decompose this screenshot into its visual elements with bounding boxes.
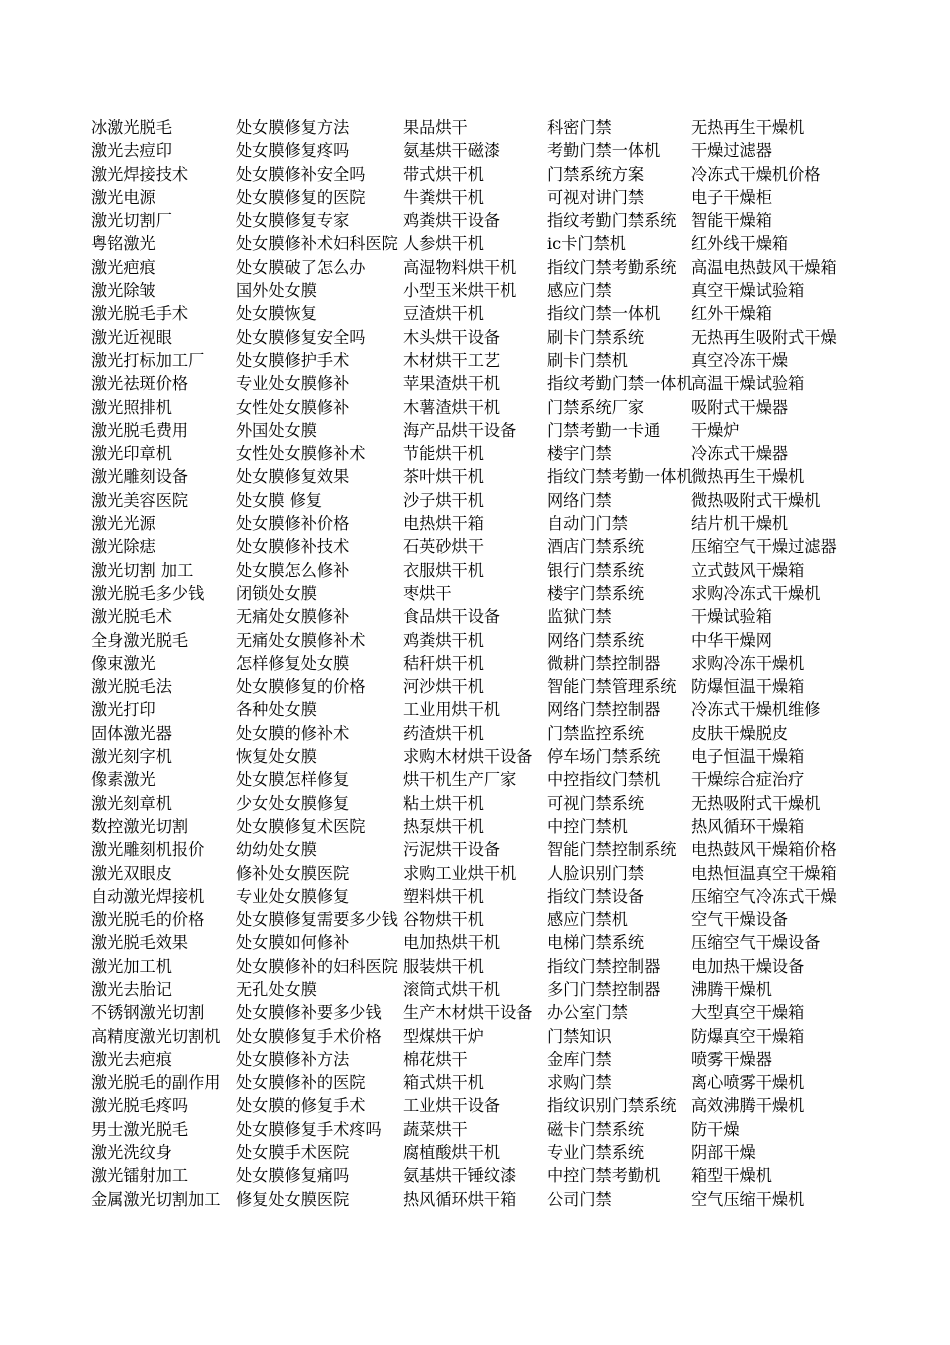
table-cell: 求购木材烘干设备 [403, 747, 533, 767]
table-cell: 激光雕刻设备 [91, 467, 189, 487]
table-cell: 电子干燥柜 [691, 187, 772, 207]
table-cell: 中控门禁考勤机 [547, 1166, 661, 1186]
table-cell: 红外干燥箱 [691, 304, 772, 324]
table-row [91, 163, 881, 186]
table-cell: 像束激光 [91, 653, 156, 673]
table-row [91, 792, 881, 815]
table-cell: 阴部干燥 [691, 1143, 756, 1163]
table-cell: 防爆恒温干燥箱 [691, 677, 805, 697]
table-cell: 处女膜修补技术 [236, 537, 350, 557]
table-cell: 立式鼓风干燥箱 [691, 560, 805, 580]
table-cell: 处女膜手术医院 [236, 1143, 350, 1163]
table-row [91, 955, 881, 978]
table-row [91, 862, 881, 885]
table-cell: 金属激光切割加工 [91, 1189, 221, 1209]
table-cell: 专业处女膜修补 [236, 374, 350, 394]
table-cell: 空气干燥设备 [691, 910, 789, 930]
table-cell: 少女处女膜修复 [236, 793, 350, 813]
table-cell: 烘干机生产厂家 [403, 770, 517, 790]
table-cell: 牛粪烘干机 [403, 187, 484, 207]
table-cell: 苹果渣烘干机 [403, 374, 501, 394]
table-cell: 指纹识别门禁系统 [547, 1096, 677, 1116]
table-cell: 冷冻式干燥机维修 [691, 700, 821, 720]
table-cell: 电热鼓风干燥箱价格 [691, 840, 837, 860]
table-cell: 办公室门禁 [547, 1003, 628, 1023]
table-cell: 处女膜修复效果 [236, 467, 350, 487]
table-cell: 酒店门禁系统 [547, 537, 645, 557]
table-cell: 豆渣烘干机 [403, 304, 484, 324]
table-cell: 像素激光 [91, 770, 156, 790]
table-cell: 工业用烘干机 [403, 700, 501, 720]
table-row [91, 139, 881, 162]
table-cell: 处女膜修复术医院 [236, 816, 366, 836]
table-row [91, 1071, 881, 1094]
table-cell: 激光切割 加工 [91, 560, 194, 580]
table-cell: 处女膜怎样修复 [236, 770, 350, 790]
table-cell: 处女膜修复手术价格 [236, 1026, 382, 1046]
table-row [91, 722, 881, 745]
table-cell: 冰激光脱毛 [91, 118, 172, 137]
table-cell: 男士激光脱毛 [91, 1119, 189, 1139]
table-cell: 闭锁处女膜 [236, 583, 317, 603]
table-cell: 干燥过滤器 [691, 141, 772, 161]
table-cell: 指纹门禁考勤一体机 [547, 467, 693, 487]
table-cell: 激光脱毛手术 [91, 304, 189, 324]
table-row [91, 745, 881, 768]
table-cell: 果品烘干 [403, 118, 468, 137]
table-row [91, 396, 881, 419]
table-cell: 激光打标加工厂 [91, 350, 205, 370]
table-cell: 激光双眼皮 [91, 863, 172, 883]
table-cell: 处女膜如何修补 [236, 933, 350, 953]
table-cell: 门禁系统厂家 [547, 397, 645, 417]
table-cell: 激光切割厂 [91, 211, 172, 231]
table-row [91, 302, 881, 325]
table-cell: 冷冻式干燥机价格 [691, 164, 821, 184]
table-cell: 激光照排机 [91, 397, 172, 417]
table-cell: 氨基烘干磁漆 [403, 141, 501, 161]
table-row [91, 652, 881, 675]
table-cell: 干燥炉 [691, 420, 740, 440]
table-cell: 激光脱毛术 [91, 607, 172, 627]
table-cell: 电子恒温干燥箱 [691, 747, 805, 767]
table-cell: 型煤烘干炉 [403, 1026, 484, 1046]
table-cell: 高精度激光切割机 [91, 1026, 221, 1046]
table-cell: 无热再生吸附式干燥 [691, 327, 837, 347]
table-cell: 真空干燥试验箱 [691, 281, 805, 301]
table-cell: 专业处女膜修复 [236, 886, 350, 906]
table-cell: 无热再生干燥机 [691, 118, 805, 137]
table-cell: 修补处女膜医院 [236, 863, 350, 883]
table-cell: 微热再生干燥机 [691, 467, 805, 487]
table-cell: 激光脱毛的价格 [91, 910, 205, 930]
table-cell: 衣服烘干机 [403, 560, 484, 580]
table-cell: 激光美容医院 [91, 490, 189, 510]
table-cell: 门禁知识 [547, 1026, 612, 1046]
table-cell: 沙子烘干机 [403, 490, 484, 510]
table-cell: 磁卡门禁系统 [547, 1119, 645, 1139]
table-cell: 处女膜修复专家 [236, 211, 350, 231]
table-cell: 激光近视眼 [91, 327, 172, 347]
table-cell: 楼宇门禁系统 [547, 583, 645, 603]
table-row [91, 885, 881, 908]
table-cell: 高温电热鼓风干燥箱 [691, 257, 837, 277]
table-cell: 修复处女膜医院 [236, 1189, 350, 1209]
table-cell: 激光脱毛疼吗 [91, 1096, 189, 1116]
table-row [91, 349, 881, 372]
table-cell: 防干燥 [691, 1119, 740, 1139]
table-cell: 激光除皱 [91, 281, 156, 301]
table-row [91, 372, 881, 395]
table-cell: 秸秆烘干机 [403, 653, 484, 673]
table-cell: 无热吸附式干燥机 [691, 793, 821, 813]
table-cell: 腐植酸烘干机 [403, 1143, 501, 1163]
table-cell: 吸附式干燥器 [691, 397, 789, 417]
table-cell: 箱型干燥机 [691, 1166, 772, 1186]
table-cell: 谷物烘干机 [403, 910, 484, 930]
table-cell: 激光脱毛的副作用 [91, 1073, 221, 1093]
table-row [91, 698, 881, 721]
table-cell: 热泵烘干机 [403, 816, 484, 836]
table-cell: 恢复处女膜 [236, 747, 317, 767]
table-cell: 皮肤干燥脱皮 [691, 723, 789, 743]
table-cell: 棉花烘干 [403, 1049, 468, 1069]
table-cell: 节能烘干机 [403, 444, 484, 464]
table-cell: 激光脱毛法 [91, 677, 172, 697]
table-cell: 网络门禁 [547, 490, 612, 510]
table-cell: 蔬菜烘干 [403, 1119, 468, 1139]
table-row [91, 978, 881, 1001]
table-cell: 刷卡门禁机 [547, 350, 628, 370]
table-row [91, 1048, 881, 1071]
table-cell: 激光加工机 [91, 956, 172, 976]
table-cell: 激光光源 [91, 514, 156, 534]
table-cell: 停车场门禁系统 [547, 747, 661, 767]
table-cell: 可视对讲门禁 [547, 187, 645, 207]
table-cell: 银行门禁系统 [547, 560, 645, 580]
table-cell: 门禁监控系统 [547, 723, 645, 743]
table-cell: 电热恒温真空干燥箱 [691, 863, 837, 883]
table-row [91, 1094, 881, 1117]
table-row [91, 186, 881, 209]
table-cell: 感应门禁机 [547, 910, 628, 930]
table-cell: 激光刻字机 [91, 747, 172, 767]
table-cell: 激光打印 [91, 700, 156, 720]
table-cell: 处女膜的修补术 [236, 723, 350, 743]
table-cell: 激光除痣 [91, 537, 156, 557]
table-cell: 鸡粪烘干设备 [403, 211, 501, 231]
table-cell: 处女膜修补的妇科医院 [236, 956, 398, 976]
table-cell: 大型真空干燥箱 [691, 1003, 805, 1023]
table-row [91, 326, 881, 349]
table-cell: 激光去痘印 [91, 141, 172, 161]
table-row [91, 768, 881, 791]
table-cell: 处女膜修复安全吗 [236, 327, 366, 347]
table-cell: 处女膜修补要多少钱 [236, 1003, 382, 1023]
table-cell: 中华干燥网 [691, 630, 772, 650]
table-row [91, 838, 881, 861]
table-cell: 指纹门禁考勤系统 [547, 257, 677, 277]
table-cell: 带式烘干机 [403, 164, 484, 184]
table-cell: 自动门门禁 [547, 514, 628, 534]
table-cell: 木薯渣烘干机 [403, 397, 501, 417]
table-cell: 自动激光焊接机 [91, 886, 205, 906]
table-cell: 处女膜修复的医院 [236, 187, 366, 207]
table-cell: 网络门禁控制器 [547, 700, 661, 720]
table-cell: 金库门禁 [547, 1049, 612, 1069]
table-cell: 人参烘干机 [403, 234, 484, 254]
table-cell: 处女膜修复痛吗 [236, 1166, 350, 1186]
table-cell: 可视门禁系统 [547, 793, 645, 813]
table-cell: 激光印章机 [91, 444, 172, 464]
table-cell: 激光洗纹身 [91, 1143, 172, 1163]
table-cell: 海产品烘干设备 [403, 420, 517, 440]
table-cell: 指纹门禁控制器 [547, 956, 661, 976]
table-cell: 求购冷冻式干燥机 [691, 583, 821, 603]
table-cell: 网络门禁系统 [547, 630, 645, 650]
table-cell: 冷冻式干燥器 [691, 444, 789, 464]
table-cell: 处女膜破了怎么办 [236, 257, 366, 277]
table-cell: 门禁考勤一卡通 [547, 420, 661, 440]
table-cell: 处女膜修补安全吗 [236, 164, 366, 184]
table-cell: 科密门禁 [547, 118, 612, 137]
table-cell: 无痛处女膜修补 [236, 607, 350, 627]
table-cell: 幼幼处女膜 [236, 840, 317, 860]
table-cell: 干燥综合症治疗 [691, 770, 805, 790]
table-cell: 中控门禁机 [547, 816, 628, 836]
table-row [91, 1141, 881, 1164]
table-cell: 粘土烘干机 [403, 793, 484, 813]
table-cell: 箱式烘干机 [403, 1073, 484, 1093]
table-cell: 处女膜修复手术疼吗 [236, 1119, 382, 1139]
table-cell: 防爆真空干燥箱 [691, 1026, 805, 1046]
table-cell: 激光脱毛效果 [91, 933, 189, 953]
table-cell: 热风循环烘干箱 [403, 1189, 517, 1209]
table-cell: 激光去胎记 [91, 979, 172, 999]
table-cell: 电加热烘干机 [403, 933, 501, 953]
table-row [91, 559, 881, 582]
table-row [91, 512, 881, 535]
table-cell: 指纹门禁一体机 [547, 304, 661, 324]
table-cell: 指纹考勤门禁一体机 [547, 374, 693, 394]
table-cell: 人脸识别门禁 [547, 863, 645, 883]
table-row [91, 815, 881, 838]
table-cell: 处女膜怎么修补 [236, 560, 350, 580]
table-row [91, 1025, 881, 1048]
table-cell: 智能门禁控制系统 [547, 840, 677, 860]
table-cell: 鸡粪烘干机 [403, 630, 484, 650]
table-cell: 国外处女膜 [236, 281, 317, 301]
table-row [91, 675, 881, 698]
table-row [91, 1164, 881, 1187]
table-row [91, 209, 881, 232]
table-cell: 公司门禁 [547, 1189, 612, 1209]
table-cell: 求购门禁 [547, 1073, 612, 1093]
table-cell: 结片机干燥机 [691, 514, 789, 534]
table-cell: 生产木材烘干设备 [403, 1003, 533, 1023]
table-cell: 激光电源 [91, 187, 156, 207]
table-cell: 指纹门禁设备 [547, 886, 645, 906]
table-cell: 干燥试验箱 [691, 607, 772, 627]
table-cell: 门禁系统方案 [547, 164, 645, 184]
table-cell: 多门门禁控制器 [547, 979, 661, 999]
table-cell: 处女膜修补方法 [236, 1049, 350, 1069]
table-cell: 专业门禁系统 [547, 1143, 645, 1163]
table-cell: 楼宇门禁 [547, 444, 612, 464]
table-cell: 激光脱毛多少钱 [91, 583, 205, 603]
table-cell: 高温干燥试验箱 [691, 374, 805, 394]
table-row [91, 279, 881, 302]
table-row [91, 489, 881, 512]
table-cell: 处女膜恢复 [236, 304, 317, 324]
table-cell: 离心喷雾干燥机 [691, 1073, 805, 1093]
table-cell: 茶叶烘干机 [403, 467, 484, 487]
table-row [91, 256, 881, 279]
table-cell: 服装烘干机 [403, 956, 484, 976]
table-cell: 压缩空气冷冻式干燥 [691, 886, 837, 906]
table-row [91, 116, 881, 139]
table-cell: 处女膜修补价格 [236, 514, 350, 534]
table-cell: 激光去疤痕 [91, 1049, 172, 1069]
table-cell: 压缩空气干燥设备 [691, 933, 821, 953]
table-cell: 求购工业烘干机 [403, 863, 517, 883]
table-cell: 处女膜修复需要多少钱 [236, 910, 398, 930]
table-cell: 激光疤痕 [91, 257, 156, 277]
table-cell: 怎样修复处女膜 [236, 653, 350, 673]
table-cell: 滚筒式烘干机 [403, 979, 501, 999]
table-cell: 感应门禁 [547, 281, 612, 301]
table-cell: 真空冷冻干燥 [691, 350, 789, 370]
table-cell: 外国处女膜 [236, 420, 317, 440]
table-cell: 河沙烘干机 [403, 677, 484, 697]
table-cell: 压缩空气干燥过滤器 [691, 537, 837, 557]
table-cell: ic卡门禁机 [547, 234, 626, 254]
table-cell: 激光祛斑价格 [91, 374, 189, 394]
keyword-table [91, 116, 881, 1211]
table-cell: 枣烘干 [403, 583, 452, 603]
table-cell: 智能门禁管理系统 [547, 677, 677, 697]
table-cell: 木头烘干设备 [403, 327, 501, 347]
table-row [91, 465, 881, 488]
table-cell: 数控激光切割 [91, 816, 189, 836]
table-cell: 工业烘干设备 [403, 1096, 501, 1116]
table-row [91, 931, 881, 954]
table-cell: 微耕门禁控制器 [547, 653, 661, 673]
table-cell: 各种处女膜 [236, 700, 317, 720]
table-cell: 沸腾干燥机 [691, 979, 772, 999]
table-cell: 处女膜修护手术 [236, 350, 350, 370]
table-cell: 小型玉米烘干机 [403, 281, 517, 301]
table-cell: 石英砂烘干 [403, 537, 484, 557]
table-row [91, 908, 881, 931]
table-row [91, 605, 881, 628]
table-cell: 激光镭射加工 [91, 1166, 189, 1186]
table-cell: 污泥烘干设备 [403, 840, 501, 860]
table-cell: 固体激光器 [91, 723, 172, 743]
table-cell: 女性处女膜修补术 [236, 444, 366, 464]
table-cell: 求购冷冻干燥机 [691, 653, 805, 673]
table-cell: 无痛处女膜修补术 [236, 630, 366, 650]
table-cell: 处女膜 修复 [236, 490, 323, 510]
table-cell: 不锈钢激光切割 [91, 1003, 205, 1023]
table-cell: 中控指纹门禁机 [547, 770, 661, 790]
table-row [91, 582, 881, 605]
table-cell: 食品烘干设备 [403, 607, 501, 627]
table-cell: 监狱门禁 [547, 607, 612, 627]
table-cell: 激光焊接技术 [91, 164, 189, 184]
table-cell: 处女膜修补术妇科医院 [236, 234, 398, 254]
table-row [91, 419, 881, 442]
table-cell: 智能干燥箱 [691, 211, 772, 231]
table-cell: 无孔处女膜 [236, 979, 317, 999]
table-row [91, 1001, 881, 1024]
table-cell: 激光刻章机 [91, 793, 172, 813]
table-row [91, 629, 881, 652]
table-cell: 指纹考勤门禁系统 [547, 211, 677, 231]
table-cell: 药渣烘干机 [403, 723, 484, 743]
table-cell: 女性处女膜修补 [236, 397, 350, 417]
table-cell: 高效沸腾干燥机 [691, 1096, 805, 1116]
table-cell: 喷雾干燥器 [691, 1049, 772, 1069]
table-row [91, 232, 881, 255]
table-row [91, 442, 881, 465]
table-cell: 木材烘干工艺 [403, 350, 501, 370]
table-cell: 处女膜的修复手术 [236, 1096, 366, 1116]
table-cell: 热风循环干燥箱 [691, 816, 805, 836]
table-cell: 激光脱毛费用 [91, 420, 189, 440]
table-row [91, 535, 881, 558]
table-cell: 激光雕刻机报价 [91, 840, 205, 860]
table-cell: 考勤门禁一体机 [547, 141, 661, 161]
table-cell: 塑料烘干机 [403, 886, 484, 906]
table-cell: 刷卡门禁系统 [547, 327, 645, 347]
table-cell: 空气压缩干燥机 [691, 1189, 805, 1209]
table-cell: 处女膜修复疼吗 [236, 141, 350, 161]
table-cell: 高湿物料烘干机 [403, 257, 517, 277]
table-row [91, 1188, 881, 1211]
table-cell: 微热吸附式干燥机 [691, 490, 821, 510]
table-cell: 粤铭激光 [91, 234, 156, 254]
table-cell: 全身激光脱毛 [91, 630, 189, 650]
table-cell: 红外线干燥箱 [691, 234, 789, 254]
table-cell: 电梯门禁系统 [547, 933, 645, 953]
table-row [91, 1118, 881, 1141]
table-cell: 氨基烘干锤纹漆 [403, 1166, 517, 1186]
table-cell: 处女膜修补的医院 [236, 1073, 366, 1093]
table-cell: 处女膜修复的价格 [236, 677, 366, 697]
table-cell: 电加热干燥设备 [691, 956, 805, 976]
table-cell: 电热烘干箱 [403, 514, 484, 534]
table-cell: 处女膜修复方法 [236, 118, 350, 137]
